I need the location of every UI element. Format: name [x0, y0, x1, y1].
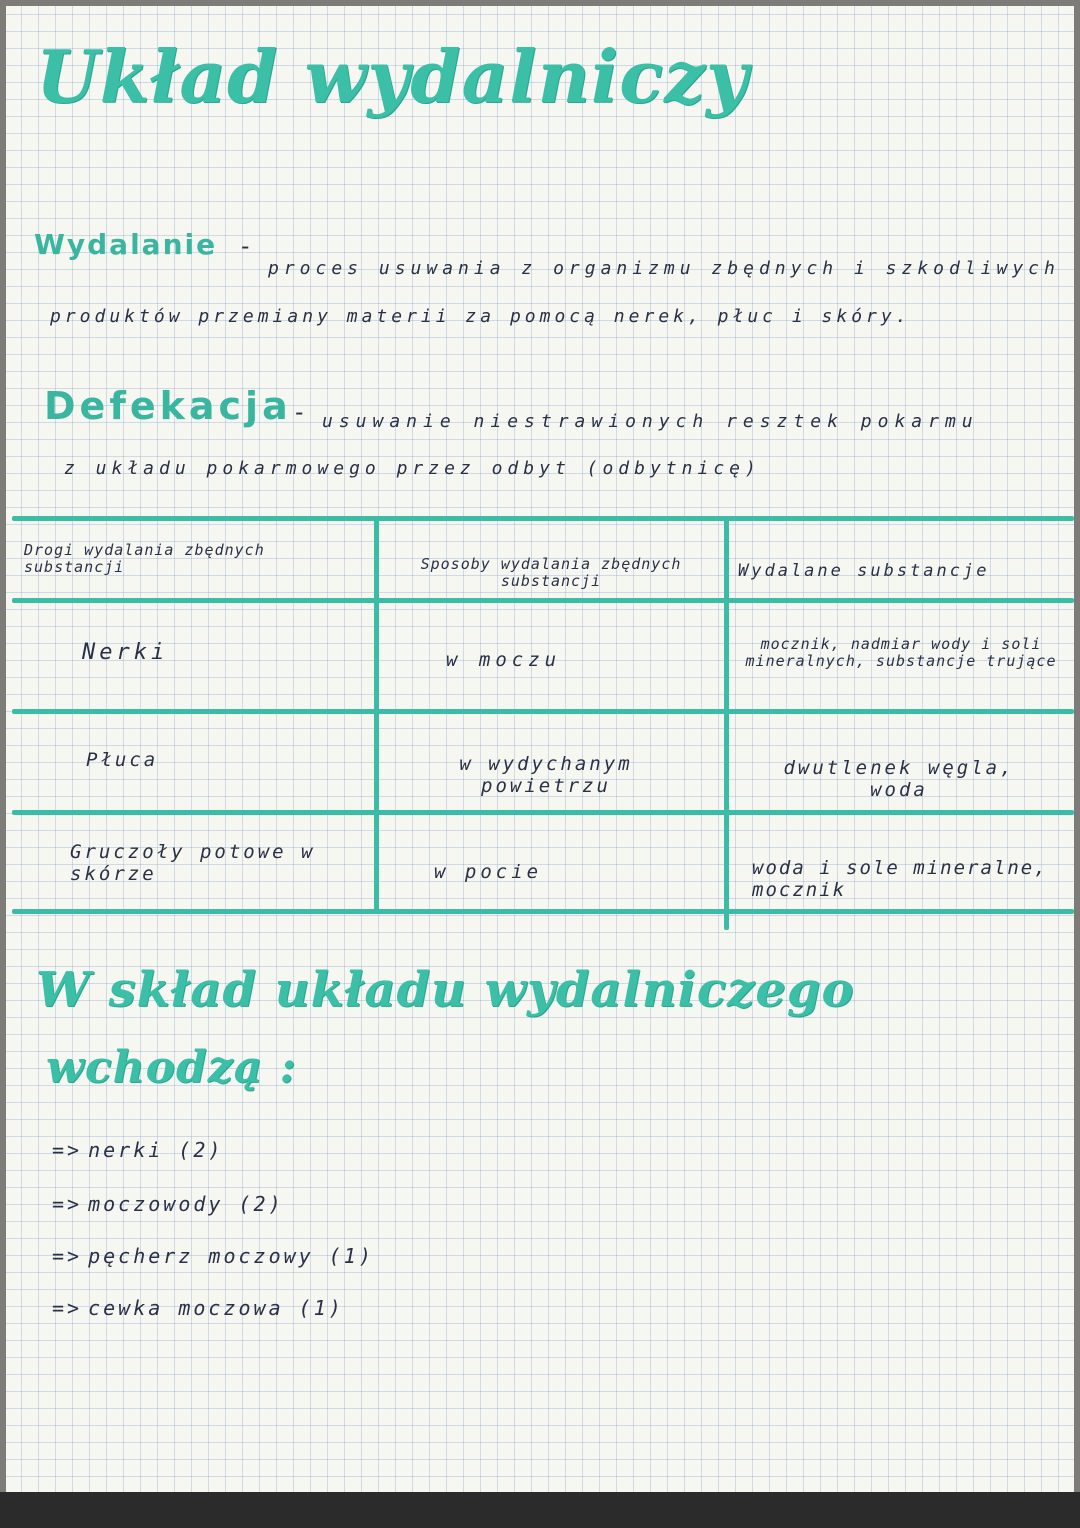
list-item-text: cewka moczowa (1) [88, 1296, 344, 1320]
table-border-top [12, 516, 1074, 521]
section-heading-line1: W skład układu wydalniczego [36, 962, 855, 1018]
list-item [52, 1192, 284, 1216]
definition-term-defekacja: Defekacja [44, 384, 292, 428]
table-header-divider [12, 598, 1074, 603]
arrow-icon: => [52, 1244, 83, 1268]
list-item [52, 1138, 223, 1162]
table-column-divider-2 [724, 518, 729, 930]
arrow-icon: => [52, 1192, 83, 1216]
section-heading-line2: wchodzą : [46, 1042, 297, 1093]
table-cell-row1-substances: mocznik, nadmiar wody i soli mineralnych, substancje trujące [745, 635, 1057, 671]
table-cell-row2-substances: dwutlenek węgla, woda [783, 757, 1015, 801]
table-cell-row2-organ: Płuca [86, 749, 159, 771]
table-header-sposoby: Sposoby wydalania zbędnych substancji [420, 555, 682, 591]
list-item-text: pęcherz moczowy (1) [88, 1244, 374, 1268]
list-item-text: moczowody (2) [88, 1192, 284, 1216]
table-cell-row3-method: w pocie [434, 861, 543, 883]
table-cell-row3-organ: Gruczoły potowe w skórze [70, 841, 316, 885]
arrow-icon: => [52, 1296, 83, 1320]
definition-text-defekacja-line1: usuwanie niestrawionych resztek pokarmu [322, 411, 979, 432]
definition-text-wydalanie-line1: proces usuwania z organizmu zbędnych i szkodliwych [268, 258, 1060, 279]
table-row-divider-1 [12, 709, 1074, 714]
table-header-drogi: Drogi wydalania zbędnych substancji [24, 541, 265, 577]
table-border-bottom [12, 909, 1074, 914]
photo-background-edge [0, 1492, 1080, 1528]
table-cell-row2-method: w wydychanym powietrzu [459, 753, 633, 797]
definition-text-wydalanie-line2: produktów przemiany materii za pomocą nerek, płuc i skóry. [50, 306, 911, 327]
table-cell-row1-organ: Nerki [82, 640, 169, 665]
table-column-divider-1 [374, 518, 379, 914]
notebook-page [6, 6, 1074, 1516]
definition-term-wydalanie: Wydalanie [34, 228, 218, 261]
list-item [52, 1244, 374, 1268]
list-item-text: nerki (2) [88, 1138, 224, 1162]
table-row-divider-2 [12, 810, 1074, 815]
definition-dash: - [292, 398, 309, 426]
list-item [52, 1296, 344, 1320]
definition-dash: - [238, 232, 255, 260]
page-title: Układ wydalniczy [36, 34, 749, 119]
table-header-substancje: Wydalane substancje [738, 561, 990, 581]
definition-text-defekacja-line2: z układu pokarmowego przez odbyt (odbytnicę) [64, 458, 761, 479]
arrow-icon: => [52, 1138, 83, 1162]
table-cell-row1-method: w moczu [446, 649, 562, 671]
table-cell-row3-substances: woda i sole mineralne, mocznik [752, 857, 1048, 901]
